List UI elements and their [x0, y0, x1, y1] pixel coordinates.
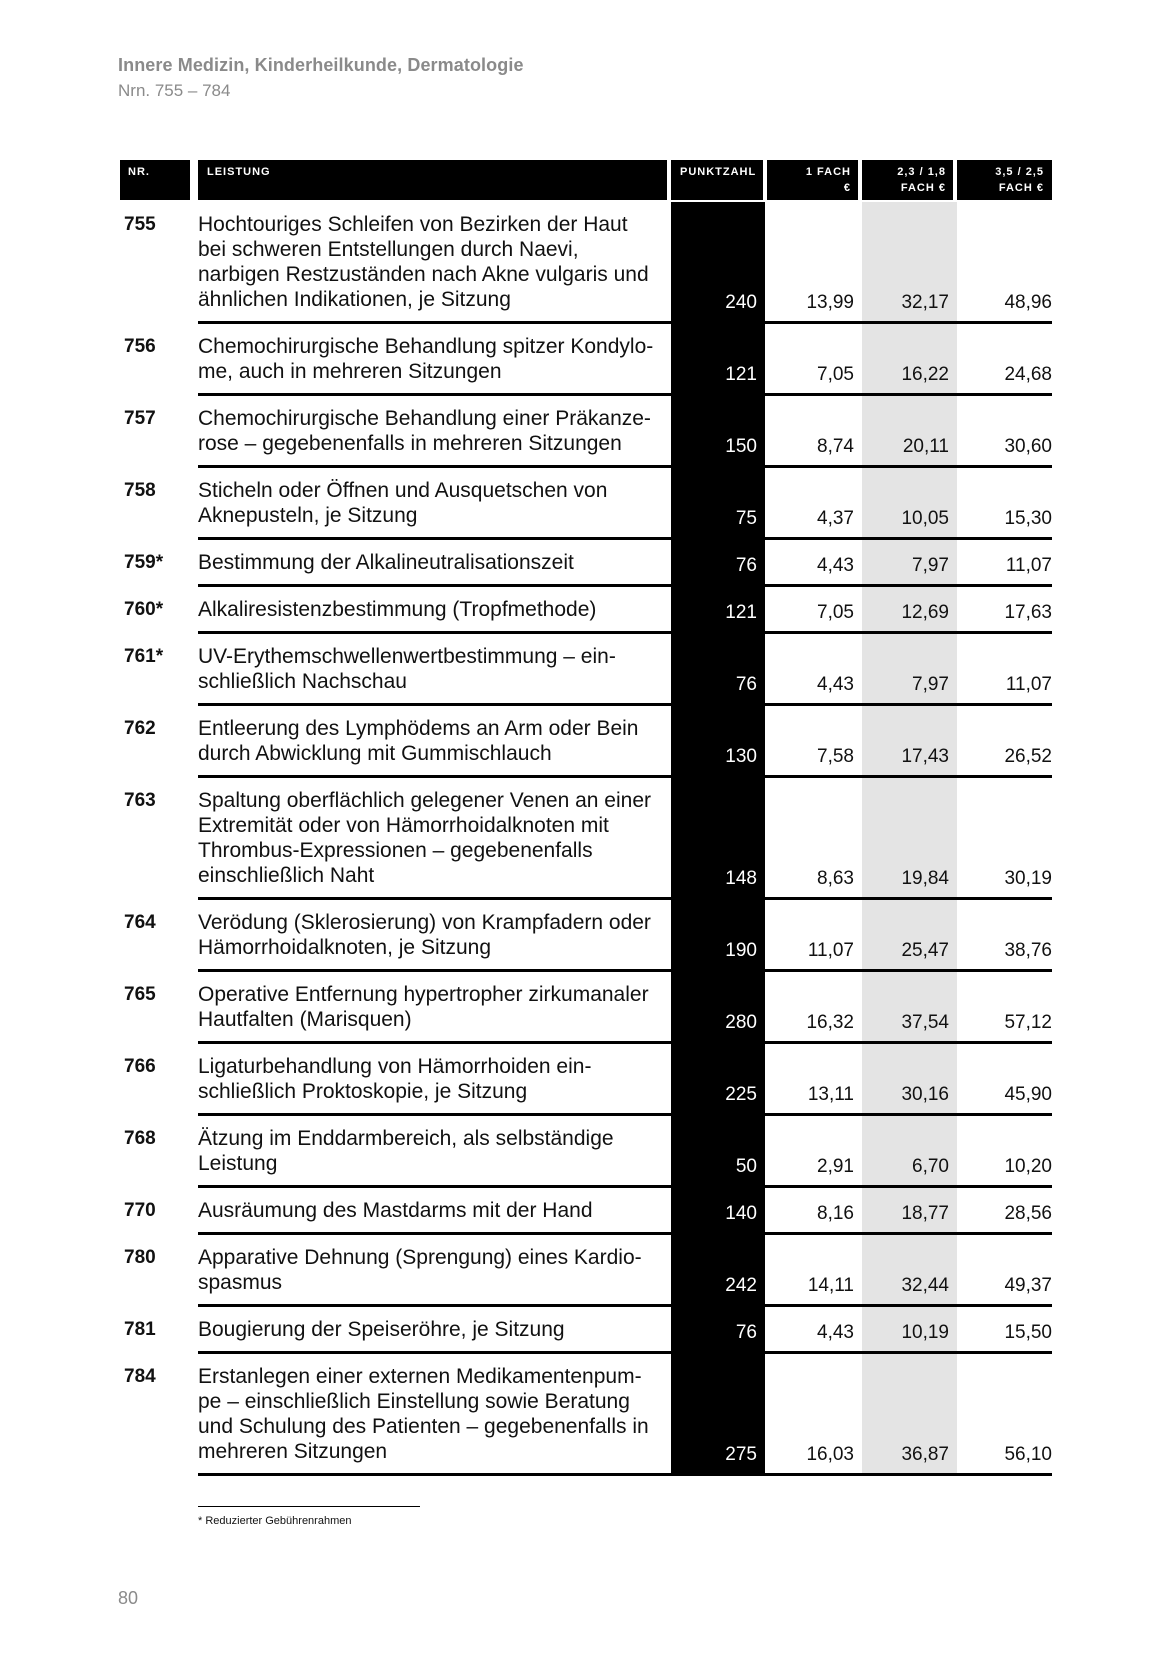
row-punktzahl: 225: [725, 1084, 757, 1105]
row-nr: 765: [124, 984, 156, 1005]
table-row: [120, 634, 1052, 706]
row-fee-3fach: 11,07: [1005, 674, 1052, 695]
row-nr: 757: [124, 408, 156, 429]
row-fee-2fach: 7,97: [912, 555, 949, 576]
row-fee-2fach: 20,11: [902, 436, 949, 457]
col-header-2fach: [862, 160, 953, 200]
table-row: [120, 900, 1052, 972]
page-number: 80: [118, 1588, 139, 1608]
col-header-2fach-line2: FACH €: [900, 182, 946, 194]
footnote-divider: [198, 1506, 420, 1507]
table-row: [120, 706, 1052, 778]
row-fee-3fach: 56,10: [1004, 1444, 1052, 1465]
row-punktzahl: 121: [725, 602, 757, 623]
row-nr: 768: [124, 1128, 156, 1149]
row-fee-1fach: 16,32: [806, 1012, 854, 1033]
row-fee-3fach: 17,63: [1004, 602, 1052, 623]
row-punktzahl: 150: [725, 436, 757, 457]
table-row: [120, 540, 1052, 587]
table-header: [120, 160, 1052, 202]
fee-table: [120, 160, 1052, 1476]
col-header-1fach-line2: €: [843, 182, 851, 194]
row-punktzahl: 242: [725, 1275, 757, 1296]
row-description: Chemochirurgische Behandlung einer Präkanze-rose – gegebenenfalls in mehreren Sitzungen: [198, 407, 651, 455]
row-fee-2fach: 19,84: [901, 868, 949, 889]
row-nr: 770: [124, 1200, 156, 1221]
col-header-2fach-line1: 2,3 / 1,8: [897, 166, 946, 178]
row-fee-1fach: 11,07: [807, 940, 854, 961]
row-fee-3fach: 24,68: [1004, 364, 1052, 385]
row-fee-3fach: 26,52: [1004, 746, 1052, 767]
row-fee-2fach: 25,47: [901, 940, 949, 961]
row-nr: 762: [124, 718, 156, 739]
row-description: Ausräumung des Mastdarms mit der Hand: [198, 1199, 593, 1222]
row-fee-1fach: 4,43: [817, 674, 854, 695]
row-description: Erstanlegen einer externen Medikamentenpum-pe – einschließlich Einstellung sowie Beratung und Schulung des Patienten – gegebenenfalls in mehreren Sitzungen: [198, 1365, 649, 1463]
row-fee-1fach: 8,74: [817, 436, 854, 457]
col-header-punktzahl: PUNKTZAHL: [671, 160, 763, 200]
row-description: Bougierung der Speiseröhre, je Sitzung: [198, 1318, 565, 1341]
row-punktzahl: 275: [725, 1444, 757, 1465]
row-description: Verödung (Sklerosierung) von Krampfadern oder Hämorrhoidalknoten, je Sitzung: [198, 911, 651, 959]
row-fee-3fach: 45,90: [1004, 1084, 1052, 1105]
table-row: [120, 972, 1052, 1044]
row-fee-3fach: 15,30: [1004, 508, 1052, 529]
row-nr: 764: [124, 912, 156, 933]
row-description: Alkaliresistenzbestimmung (Tropfmethode): [198, 598, 597, 621]
row-fee-3fach: 11,07: [1005, 555, 1052, 576]
row-description: Ligaturbehandlung von Hämorrhoiden ein-schließlich Proktoskopie, je Sitzung: [198, 1055, 592, 1103]
col-header-nr: NR.: [120, 160, 190, 200]
row-punktzahl: 240: [725, 292, 757, 313]
row-punktzahl: 76: [735, 674, 757, 695]
row-description: Operative Entfernung hypertropher zirkumanaler Hautfalten (Marisquen): [198, 983, 649, 1031]
row-nr: 784: [124, 1366, 156, 1387]
col-header-1fach-line1: 1 FACH: [805, 166, 851, 178]
row-fee-1fach: 4,43: [817, 555, 854, 576]
row-fee-2fach: 10,05: [901, 508, 949, 529]
row-fee-1fach: 4,37: [817, 508, 854, 529]
row-nr: 780: [124, 1247, 156, 1268]
row-description: Hochtouriges Schleifen von Bezirken der Haut bei schweren Entstellungen durch Naevi, narbigen Restzuständen nach Akne vulgaris und ähnlichen Indikationen, je Sitzung: [198, 213, 649, 311]
col-header-leistung: LEISTUNG: [198, 160, 667, 200]
row-punktzahl: 140: [725, 1203, 757, 1224]
table-row: [120, 1354, 1052, 1476]
row-fee-1fach: 4,43: [817, 1322, 854, 1343]
row-fee-2fach: 7,97: [912, 674, 949, 695]
row-description: Apparative Dehnung (Sprengung) eines Kardio-spasmus: [198, 1246, 642, 1294]
footnote: * Reduzierter Gebührenrahmen: [198, 1515, 352, 1527]
table-row: [120, 396, 1052, 468]
row-punktzahl: 280: [725, 1012, 757, 1033]
row-fee-3fach: 28,56: [1004, 1203, 1052, 1224]
row-punktzahl: 76: [735, 1322, 757, 1343]
row-nr: 758: [124, 480, 156, 501]
row-fee-1fach: 8,63: [817, 868, 854, 889]
table-row: [120, 468, 1052, 540]
row-nr: 755: [124, 214, 156, 235]
row-description: Ätzung im Enddarmbereich, als selbständige Leistung: [198, 1127, 614, 1175]
row-fee-1fach: 13,11: [807, 1084, 854, 1105]
row-fee-2fach: 36,87: [901, 1444, 949, 1465]
row-fee-1fach: 16,03: [806, 1444, 854, 1465]
row-fee-1fach: 14,11: [807, 1275, 854, 1296]
row-nr: 763: [124, 790, 156, 811]
row-nr: 760*: [124, 599, 164, 620]
page-subtitle: Nrn. 755 – 784: [118, 81, 231, 100]
table-row: [120, 1235, 1052, 1307]
row-description: Entleerung des Lymphödems an Arm oder Bein durch Abwicklung mit Gummischlauch: [198, 717, 639, 765]
table-row: [120, 202, 1052, 324]
row-fee-1fach: 2,91: [817, 1156, 854, 1177]
row-punktzahl: 50: [735, 1156, 757, 1177]
row-fee-1fach: 7,05: [817, 602, 854, 623]
row-fee-3fach: 10,20: [1004, 1156, 1052, 1177]
row-fee-2fach: 32,17: [901, 292, 949, 313]
row-fee-2fach: 6,70: [912, 1156, 949, 1177]
row-punktzahl: 148: [725, 868, 757, 889]
row-fee-1fach: 7,58: [817, 746, 854, 767]
row-nr: 761*: [124, 646, 164, 667]
table-row: [120, 778, 1052, 900]
row-fee-1fach: 13,99: [806, 292, 854, 313]
row-fee-3fach: 48,96: [1004, 292, 1052, 313]
row-punktzahl: 130: [725, 746, 757, 767]
row-fee-2fach: 16,22: [901, 364, 949, 385]
table-row: [120, 1307, 1052, 1354]
row-punktzahl: 190: [725, 940, 757, 961]
row-description: Spaltung oberflächlich gelegener Venen an einer Extremität oder von Hämorrhoidalknoten mit Thrombus-Expressionen – gegebenenfalls einschließlich Naht: [198, 789, 652, 887]
row-description: Sticheln oder Öffnen und Ausquetschen von Aknepusteln, je Sitzung: [198, 479, 608, 527]
row-punktzahl: 75: [735, 508, 757, 529]
row-fee-2fach: 17,43: [901, 746, 949, 767]
row-fee-3fach: 57,12: [1004, 1012, 1052, 1033]
row-fee-2fach: 32,44: [901, 1275, 949, 1296]
table-row: [120, 1116, 1052, 1188]
row-fee-3fach: 30,19: [1004, 868, 1052, 889]
row-fee-2fach: 12,69: [901, 602, 949, 623]
row-fee-3fach: 30,60: [1004, 436, 1052, 457]
col-header-3fach: [957, 160, 1052, 200]
row-punktzahl: 121: [725, 364, 757, 385]
table-row: [120, 1188, 1052, 1235]
row-fee-2fach: 30,16: [901, 1084, 949, 1105]
row-fee-3fach: 49,37: [1004, 1275, 1052, 1296]
col-header-1fach: [767, 160, 858, 200]
row-nr: 756: [124, 336, 156, 357]
row-description: UV-Erythemschwellenwertbestimmung – ein-schließlich Nachschau: [198, 645, 616, 693]
table-row: [120, 1044, 1052, 1116]
row-description: Chemochirurgische Behandlung spitzer Kondylo-me, auch in mehreren Sitzungen: [198, 335, 654, 383]
row-fee-2fach: 37,54: [901, 1012, 949, 1033]
row-punktzahl: 76: [735, 555, 757, 576]
row-fee-1fach: 8,16: [817, 1203, 854, 1224]
row-fee-3fach: 38,76: [1004, 940, 1052, 961]
row-nr: 781: [124, 1319, 156, 1340]
row-fee-2fach: 18,77: [901, 1203, 949, 1224]
row-nr: 766: [124, 1056, 156, 1077]
row-fee-2fach: 10,19: [901, 1322, 949, 1343]
row-fee-3fach: 15,50: [1004, 1322, 1052, 1343]
row-nr: 759*: [124, 552, 164, 573]
table-row: [120, 324, 1052, 396]
table-body: [120, 202, 1052, 1476]
row-description: Bestimmung der Alkalineutralisationszeit: [198, 551, 574, 574]
table-row: [120, 587, 1052, 634]
col-header-3fach-line1: 3,5 / 2,5: [995, 166, 1044, 178]
row-fee-1fach: 7,05: [817, 364, 854, 385]
page-title: Innere Medizin, Kinderheilkunde, Dermatologie: [118, 55, 524, 75]
col-header-3fach-line2: FACH €: [998, 182, 1044, 194]
